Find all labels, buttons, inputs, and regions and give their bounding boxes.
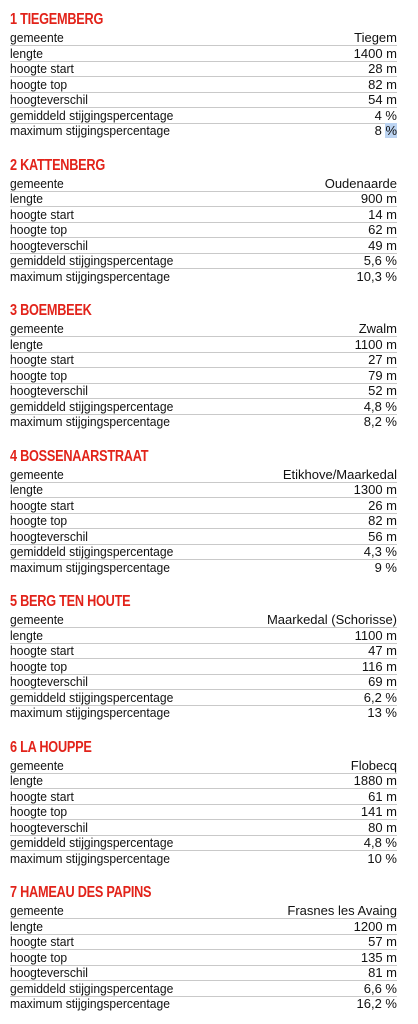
row-label: lengte [10, 482, 43, 497]
table-row [10, 253, 397, 269]
table-row [10, 996, 397, 1011]
row-label: hoogte start [10, 61, 74, 76]
table-row [10, 482, 397, 498]
row-value: 82 m [368, 513, 397, 528]
table-row [10, 659, 397, 675]
table-row [10, 352, 397, 368]
row-label: maximum stijgingspercentage [10, 850, 170, 866]
row-value: 1100 m [354, 336, 397, 352]
table-row [10, 123, 397, 138]
table-row [10, 238, 397, 254]
row-value: 5,6 % [363, 253, 397, 268]
row-value: 4,8 % [363, 835, 397, 850]
row-value: 6,6 % [363, 980, 397, 996]
selection-highlight: % [385, 123, 397, 138]
table-row [10, 108, 397, 124]
table-row [10, 207, 397, 223]
row-value: 79 m [368, 367, 397, 383]
table-row [10, 77, 397, 93]
table-row [10, 176, 397, 192]
climb-title: 2 KATTENBERG [10, 156, 105, 174]
row-label: hoogte top [10, 367, 68, 383]
row-label: gemiddeld stijgingspercentage [10, 398, 174, 414]
row-label: maximum stijgingspercentage [10, 414, 170, 429]
climb-section [0, 883, 418, 1012]
row-value: 49 m [368, 237, 397, 253]
row-value: 82 m [368, 76, 397, 92]
row-label: hoogte start [10, 934, 74, 949]
climb-title: 4 BOSSENAARSTRAAT [10, 447, 149, 465]
row-label: gemeente [10, 757, 64, 773]
climb-title: 1 TIEGEMBERG [10, 11, 104, 28]
table-row [10, 399, 397, 415]
row-value: Flobecq [350, 757, 397, 773]
table-row [10, 368, 397, 384]
row-label: gemeente [10, 903, 64, 918]
row-label: hoogteverschil [10, 528, 88, 544]
row-label: hoogteverschil [10, 383, 88, 398]
table-row [10, 835, 397, 851]
row-value: 116 m [361, 658, 397, 674]
table-row [10, 414, 397, 429]
row-value: 4,3 % [363, 544, 397, 559]
row-value: 8,2 % [363, 414, 397, 429]
table-row [10, 30, 397, 46]
row-label: gemiddeld stijgingspercentage [10, 835, 174, 850]
climb-section [0, 10, 418, 139]
row-label: hoogteverschil [10, 237, 88, 253]
row-label: hoogte start [10, 788, 74, 804]
table-row [10, 789, 397, 805]
row-value: 1100 m [354, 627, 397, 643]
row-label: hoogte start [10, 206, 74, 222]
row-label: hoogteverschil [10, 965, 88, 980]
row-label: lengte [10, 918, 43, 934]
row-label: maximum stijgingspercentage [10, 705, 170, 720]
row-label: lengte [10, 336, 43, 352]
row-value: 135 m [360, 949, 397, 965]
row-label: hoogte top [10, 658, 68, 674]
row-value: Etikhove/Maarkedal [282, 466, 397, 482]
climb-section [0, 738, 418, 867]
row-value: 47 m [368, 643, 397, 658]
table-row [10, 628, 397, 644]
row-value: 9 % [374, 559, 397, 575]
row-value: 1880 m [353, 773, 397, 788]
row-label: gemiddeld stijgingspercentage [10, 253, 174, 268]
row-value: 62 m [368, 222, 397, 237]
row-label: gemeente [10, 175, 64, 191]
row-label: gemeente [10, 612, 64, 627]
table-row [10, 529, 397, 545]
row-value: 4,8 % [363, 398, 397, 414]
table-row [10, 674, 397, 690]
row-label: hoogte start [10, 497, 74, 513]
row-label: gemeente [10, 466, 64, 482]
table-row [10, 934, 397, 950]
table-row [10, 513, 397, 529]
table-row [10, 919, 397, 935]
row-value: 13 % [367, 705, 397, 720]
row-label: gemiddeld stijgingspercentage [10, 689, 174, 705]
row-value: 1300 m [353, 482, 397, 497]
row-label: gemiddeld stijgingspercentage [10, 980, 174, 996]
row-value: Maarkedal (Schorisse) [266, 612, 397, 627]
row-value: 141 m [360, 804, 397, 819]
row-value: 69 m [368, 674, 397, 689]
row-value: 61 m [368, 788, 397, 804]
row-label: gemiddeld stijgingspercentage [10, 544, 174, 559]
row-label: hoogteverschil [10, 674, 88, 689]
table-row [10, 191, 397, 207]
climb-title: 7 HAMEAU DES PAPINS [10, 884, 152, 901]
row-value: 14 m [368, 206, 397, 222]
table-row [10, 705, 397, 720]
row-value: 16,2 % [356, 996, 397, 1011]
row-label: hoogte top [10, 513, 68, 528]
row-value: 28 m [368, 61, 397, 76]
table-row [10, 222, 397, 238]
row-label: hoogteverschil [10, 819, 88, 835]
row-value: 56 m [368, 528, 397, 544]
table-row [10, 804, 397, 820]
row-value: Oudenaarde [324, 175, 397, 191]
table-row [10, 498, 397, 514]
climb-section [0, 156, 418, 285]
table-row [10, 46, 397, 62]
row-label: lengte [10, 45, 43, 61]
row-label: gemiddeld stijgingspercentage [10, 107, 174, 123]
row-label: gemeente [10, 30, 64, 45]
row-label: maximum stijgingspercentage [10, 559, 170, 575]
climb-section [0, 301, 418, 430]
table-row [10, 820, 397, 836]
row-label: lengte [10, 627, 43, 643]
row-label: hoogte top [10, 222, 68, 237]
table-row [10, 321, 397, 337]
row-value: 27 m [368, 352, 397, 367]
climb-title: 3 BOEMBEEK [10, 302, 92, 319]
row-value: 10,3 % [356, 268, 397, 284]
row-value: 1200 m [353, 918, 397, 934]
climb-section [0, 592, 418, 721]
table-row [10, 269, 397, 284]
row-label: gemeente [10, 321, 64, 336]
table-row [10, 965, 397, 981]
row-label: maximum stijgingspercentage [10, 996, 170, 1011]
table-row [10, 690, 397, 706]
row-label: hoogte start [10, 643, 74, 658]
row-value: 4 % [374, 107, 397, 123]
row-value: Zwalm [358, 321, 397, 336]
climb-title: 6 LA HOUPPE [10, 738, 92, 756]
table-row [10, 560, 397, 575]
row-value: 1400 m [353, 45, 397, 61]
row-value: 10 % [367, 850, 397, 866]
row-value: 52 m [368, 383, 397, 398]
table-row [10, 92, 397, 108]
row-value: 26 m [368, 497, 397, 513]
row-label: hoogte top [10, 76, 68, 92]
table-row [10, 467, 397, 483]
row-value: 57 m [368, 934, 397, 949]
climb-section [0, 447, 418, 576]
row-label: lengte [10, 773, 43, 788]
row-label: hoogte top [10, 949, 68, 965]
row-label: maximum stijgingspercentage [10, 268, 170, 284]
row-label: hoogteverschil [10, 92, 88, 107]
table-row [10, 383, 397, 399]
row-value: Frasnes les Avaing [287, 903, 397, 918]
table-row [10, 758, 397, 774]
table-row [10, 337, 397, 353]
row-value: 54 m [368, 92, 397, 107]
row-label: hoogte start [10, 352, 74, 367]
row-value: Tiegem [354, 30, 397, 45]
row-label: lengte [10, 191, 43, 206]
row-label: hoogte top [10, 804, 68, 819]
row-value: 8 % [374, 123, 397, 138]
climb-title: 5 BERG TEN HOUTE [10, 593, 131, 610]
row-label: maximum stijgingspercentage [10, 123, 170, 138]
row-value: 80 m [368, 819, 397, 835]
table-row [10, 544, 397, 560]
table-row [10, 773, 397, 789]
table-row [10, 612, 397, 628]
table-row [10, 950, 397, 966]
table-row [10, 61, 397, 77]
table-row [10, 903, 397, 919]
row-value: 900 m [360, 191, 397, 206]
table-row [10, 851, 397, 866]
table-row [10, 981, 397, 997]
row-value: 81 m [368, 965, 397, 980]
table-row [10, 643, 397, 659]
row-value: 6,2 % [363, 689, 397, 705]
